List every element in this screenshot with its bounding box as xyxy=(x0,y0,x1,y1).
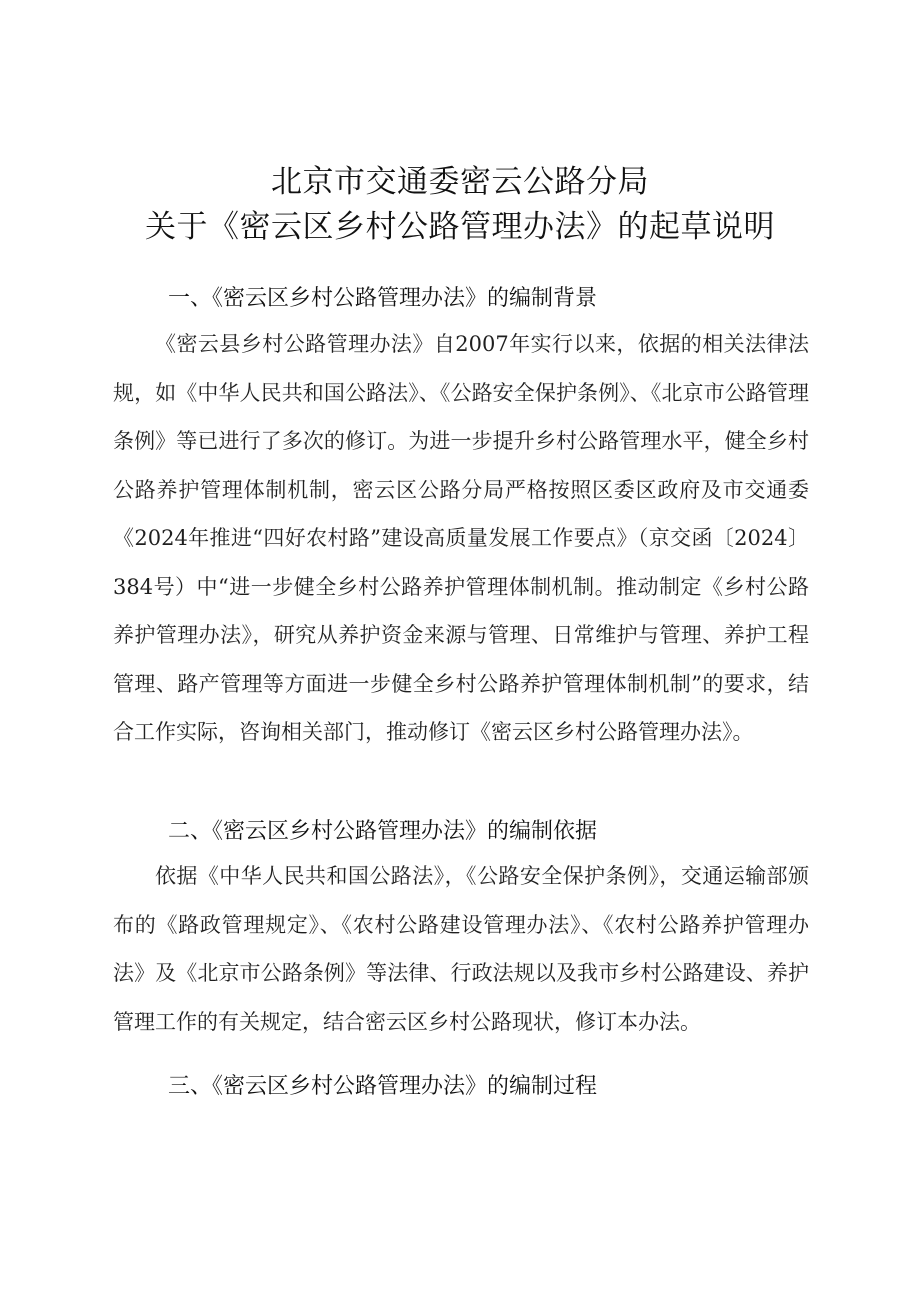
document-title-line-2: 关于《密云区乡村公路管理办法》的起草说明 xyxy=(145,209,775,245)
section-heading-background: 一、《密云区乡村公路管理办法》的编制背景 xyxy=(168,286,598,311)
section-heading-process: 三、《密云区乡村公路管理办法》的编制过程 xyxy=(168,1074,598,1099)
section-body-basis: 依据《中华人民共和国公路法》，《公路安全保护条例》，交通运输部颁布的《路政管理规定》、《农村公路建设管理办法》、《农村公路养护管理办法》及《北京市公路条例》等法律、行政法规以及我市乡村公路建设、养护管理工作的有关规定，结合密云区乡村公路现状，修订本办法。 xyxy=(113,864,809,1034)
section-heading-basis: 二、《密云区乡村公路管理办法》的编制依据 xyxy=(168,819,598,844)
section-body-background: 《密云县乡村公路管理办法》自2007年实行以来，依据的相关法律法规，如《中华人民共和国公路法》、《公路安全保护条例》、《北京市公路管理条例》等已进行了多次的修订。为进一步提升乡村公路管理水平，健全乡村公路养护管理体制机制，密云区公路分局严格按照区委区政府及市交通委《2024年推进“四好农村路”建设高质量发展工作要点》（京交函〔2024〕384号）中“进一步健全乡村公路养护管理体制机制。推动制定《乡村公路养护管理办法》，研究从养护资金来源与管理、日常维护与管理、养护工程管理、路产管理等方面进一步健全乡村公路养护管理体制机制”的要求，结合工作实际，咨询相关部门，推动修订《密云区乡村公路管理办法》。 xyxy=(113,332,809,744)
document-title-line-1: 北京市交通委密云公路分局 xyxy=(271,164,649,200)
